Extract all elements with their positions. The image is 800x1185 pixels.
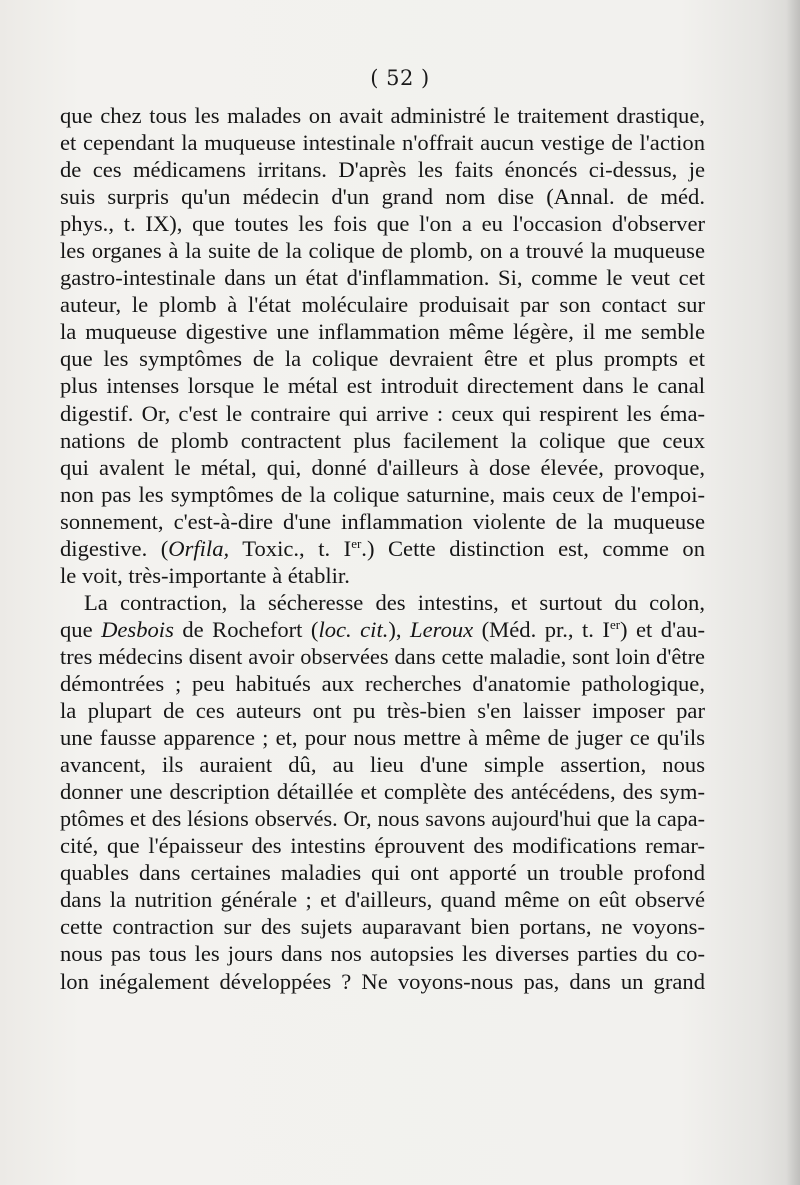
text-run: ), [388, 616, 411, 642]
text-line: les organes à la suite de la colique de plomb, on a trouvé la muqueuse [60, 238, 705, 264]
text-line: la muqueuse digestive une inflammation même légère, il me semble [60, 319, 705, 345]
text-line: auteur, le plomb à l'état moléculaire produisait par son contact sur [60, 292, 705, 318]
text-line: dans la nutrition générale ; et d'ailleurs, quand même on eût observé [60, 887, 705, 913]
text-line: que chez tous les malades on avait administré le traitement drastique, [60, 103, 705, 128]
text-run: .) Cette distinction est, comme on [361, 535, 705, 561]
text-line [60, 535, 705, 562]
citation-author: Orfila, [168, 535, 230, 561]
text-line: avancent, ils auraient dû, au lieu d'une simple assertion, nous [60, 752, 705, 778]
text-run: (Méd. pr., t. I [473, 616, 610, 642]
text-line: que les symptômes de la colique devraient être et plus prompts et [60, 346, 705, 372]
text-line: qui avalent le métal, qui, donné d'ailleurs à dose élevée, provoque, [60, 454, 705, 480]
text-line: lon inégalement développées ? Ne voyons-nous pas, dans un grand [60, 968, 705, 994]
text-line: phys., t. IX), que toutes les fois que l'on a eu l'occasion d'observer [60, 211, 705, 237]
citation-author: Leroux [410, 616, 474, 642]
superscript: er [609, 616, 621, 632]
text-line: gastro-intestinale dans un état d'inflammation. Si, comme le veut cet [60, 265, 705, 291]
text-line: sonnement, c'est-à-dire d'une inflammation violente de la muqueuse [60, 508, 705, 534]
text-line: le voit, très-importante à établir. [60, 562, 350, 588]
text-line: nous pas tous les jours dans nos autopsies les diverses parties du co- [60, 941, 705, 967]
citation-author: Desbois [101, 616, 174, 642]
text-line: digestif. Or, c'est le contraire qui arrive : ceux qui respirent les éma- [60, 400, 705, 426]
text-line: ptômes et des lésions observés. Or, nous savons aujourd'hui que la capa- [60, 806, 705, 832]
text-line: une fausse apparence ; et, pour nous mettre à même de juger ce qu'ils [60, 725, 705, 751]
text-run: digestive. ( [60, 535, 169, 561]
text-line: plus intenses lorsque le métal est introduit directement dans le canal [60, 373, 705, 399]
text-line: la plupart de ces auteurs ont pu très-bien s'en laisser imposer par [60, 698, 705, 724]
text-run: ) et d'au- [620, 616, 705, 642]
text-line: suis surpris qu'un médecin d'un grand nom dise (Annal. de méd. [60, 184, 705, 210]
text-line: tres médecins disent avoir observées dans cette maladie, sont loin d'être [60, 643, 705, 669]
text-line: non pas les symptômes de la colique saturnine, mais ceux de l'empoi- [60, 481, 705, 507]
page-edge-shadow [786, 0, 800, 1185]
text-line: démontrées ; peu habitués aux recherches d'anatomie pathologique, [60, 670, 705, 696]
citation-ref: loc. cit. [318, 616, 389, 642]
text-run: Toxic., t. I [229, 535, 352, 561]
text-line: donner une description détaillée et complète des antécédens, des sym- [60, 779, 705, 805]
text-run: que [60, 616, 102, 642]
page-number: ( 52 ) [370, 66, 430, 90]
text-line: nations de plomb contractent plus facilement la colique que ceux [60, 427, 705, 453]
text-line: cette contraction sur des sujets auparavant bien portans, ne voyons- [60, 914, 705, 940]
text-line: de ces médicamens irritans. D'après les faits énoncés ci-dessus, je [60, 157, 705, 183]
body-text [60, 102, 705, 995]
text-line: cité, que l'épaisseur des intestins éprouvent des modifications remar- [60, 833, 705, 859]
text-line: quables dans certaines maladies qui ont apporté un trouble profond [60, 860, 705, 886]
text-run: de Rochefort ( [173, 616, 319, 642]
text-line [60, 616, 705, 643]
text-line: et cependant la muqueuse intestinale n'offrait aucun vestige de l'action [60, 130, 705, 156]
superscript: er [351, 535, 362, 551]
text-line: La contraction, la sécheresse des intestins, et surtout du colon, [84, 589, 705, 615]
